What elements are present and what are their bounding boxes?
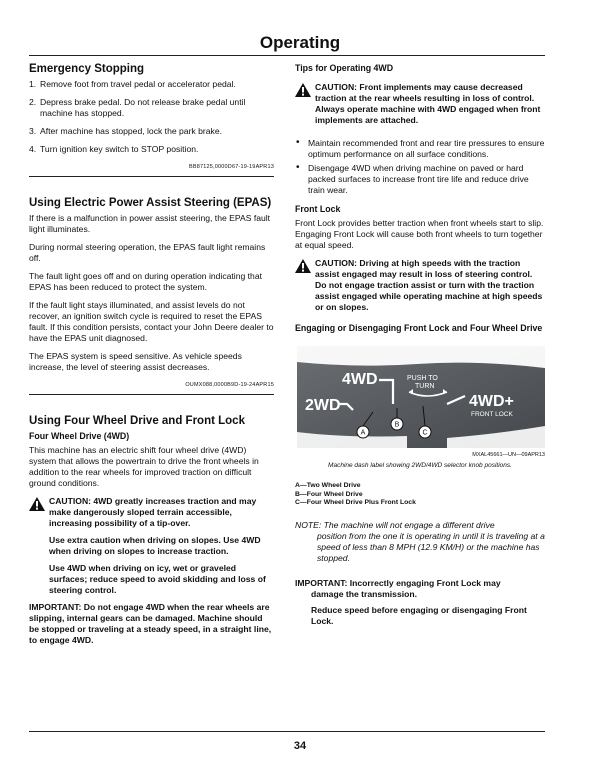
paragraph: The fault light goes off and on during operation indicating that EPAS has been reduced to protect the system. — [29, 271, 262, 292]
caution-block — [295, 82, 545, 126]
paragraph: If there is a malfunction in power assist steering, the EPAS fault light illuminates. — [29, 213, 271, 234]
paragraph: During normal steering operation, the EPAS fault light remains off. — [29, 242, 266, 263]
important-text-cont: damage the transmission. — [311, 588, 418, 599]
fwd-subheading: Four Wheel Drive (4WD) — [29, 431, 130, 441]
list-item: • Disengage 4WD when driving machine on paved or hard packed surfaces to increase front tire life and reduce drive train wear. — [295, 163, 545, 196]
important-text: IMPORTANT: Do not engage 4WD when the rear wheels are slipping, internal gears can be damaged. Machine should be stopped or traveling at a steady speed, in a straight line, to engage 4WD. — [29, 602, 272, 645]
section-rule — [29, 176, 274, 177]
callout-b-label: B — [394, 421, 400, 429]
epas-heading: Using Electric Power Assist Steering (EPAS) — [29, 197, 272, 209]
tips-heading: Tips for Operating 4WD — [295, 63, 394, 73]
dash-label-image — [297, 346, 545, 448]
emergency-heading: Emergency Stopping — [29, 63, 145, 75]
footer-rule — [29, 731, 545, 732]
label-turn: TURN — [415, 383, 435, 390]
legend-item: B—Four Wheel Drive — [295, 490, 363, 498]
warning-icon — [295, 83, 311, 97]
caution-block — [29, 496, 274, 596]
important-text: IMPORTANT: Incorrectly engaging Front Lock may — [295, 577, 501, 588]
right-column — [295, 63, 545, 633]
emergency-steps — [29, 79, 274, 155]
warning-icon — [295, 259, 311, 273]
label-4wd-plus: 4WD+ — [469, 393, 514, 410]
section-rule — [29, 394, 274, 395]
important-text-cont: Reduce speed before engaging or disengaging Front Lock. — [311, 604, 527, 626]
note-text: NOTE: The machine will not engage a different drive — [295, 519, 495, 530]
callout-a-label: A — [360, 429, 366, 437]
label-2wd: 2WD — [305, 397, 341, 414]
engage-heading: Engaging or Disengaging Front Lock and Four Wheel Drive — [295, 323, 543, 333]
important-block — [29, 602, 274, 646]
list-item: 3. After machine has stopped, lock the park brake. — [29, 126, 223, 136]
callout-c-label: C — [422, 429, 428, 437]
legend-item: C—Four Wheel Drive Plus Front Lock — [295, 499, 416, 506]
paragraph: This machine has an electric shift four wheel drive (4WD) system that allows the powertrain to drive the front wheels in addition to the rear wheels for improved traction on difficult ground conditions. — [29, 445, 259, 488]
paragraph: Front Lock provides better traction when front wheels start to slip. Engaging Front Lock will cause both front wheels to turn together at equal speed. — [295, 218, 544, 250]
list-item: • Maintain recommended front and rear tire pressures to ensure optimum performance on all surface conditions. — [295, 138, 545, 160]
figure-legend — [295, 482, 545, 508]
list-item: 2. Depress brake pedal. Do not release brake pedal until machine has stopped. — [29, 97, 246, 118]
reference-code: BB87125,0000D67-19-19APR13 — [188, 164, 274, 170]
legend-item: A—Two Wheel Drive — [295, 482, 361, 489]
caution-text: CAUTION: 4WD greatly increases traction and may make dangerously sloped terrain accessible, increasing possibility of a tip-over. — [49, 496, 257, 528]
reference-code: OUMX088,0000B9D-19-24APR15 — [185, 382, 274, 388]
label-front-lock: FRONT LOCK — [471, 411, 513, 418]
caution-text: CAUTION: Driving at high speeds with the traction assist engaged may result in loss of steering control. Do not engage traction assist or turn with the traction assist engaged while operating machine at high speeds or on slopes. — [315, 258, 543, 312]
left-column — [29, 63, 274, 652]
frontlock-heading: Front Lock — [295, 204, 341, 214]
warning-icon — [29, 497, 45, 511]
list-item: 1. Remove foot from travel pedal or accelerator pedal. — [29, 79, 236, 89]
fwd-heading: Using Four Wheel Drive and Front Lock — [29, 415, 245, 427]
label-4wd: 4WD — [342, 371, 378, 388]
important-block — [295, 578, 545, 627]
list-item: 4. Turn ignition key switch to STOP position. — [29, 144, 199, 154]
caution-block — [295, 258, 545, 313]
figure-id: MXAL45661—UN—09APR13 — [472, 452, 545, 458]
caution-text: CAUTION: Front implements may cause decreased traction at the rear wheels resulting in loss of control. Always operate machine with 4WD engaged when front implements are attached. — [315, 82, 541, 125]
caution-text: Use 4WD when driving on icy, wet or graveled surfaces; reduce speed to avoid skidding and loss of steering control. — [49, 563, 266, 595]
figure-caption: Machine dash label showing 2WD/4WD selector knob positions. — [328, 462, 512, 469]
page-title: Operating — [259, 33, 341, 52]
tips-list — [295, 138, 545, 196]
page-number: 34 — [293, 740, 307, 752]
paragraph: If the fault light stays illuminated, and assist levels do not recover, an ignition switch cycle is required to reset the EPAS fault. If this condition persists, contact your John Deere dealer to have the EPAS unit diagnosed. — [29, 300, 274, 343]
caution-text: Use extra caution when driving on slopes. Use 4WD when driving on slopes to increase traction. — [49, 535, 261, 556]
header-rule — [29, 55, 545, 56]
paragraph: The EPAS system is speed sensitive. As vehicle speeds increase, the level of steering assist decreases. — [29, 351, 242, 372]
note-block — [295, 520, 545, 564]
label-push-to: PUSH TO — [407, 375, 438, 382]
dash-label-graphic — [297, 346, 545, 448]
note-text-cont: position from the one it is operating in until it is traveling at a speed of less than 8 MPH (12.9 KM/H) or the machine has stopped. — [317, 530, 545, 563]
